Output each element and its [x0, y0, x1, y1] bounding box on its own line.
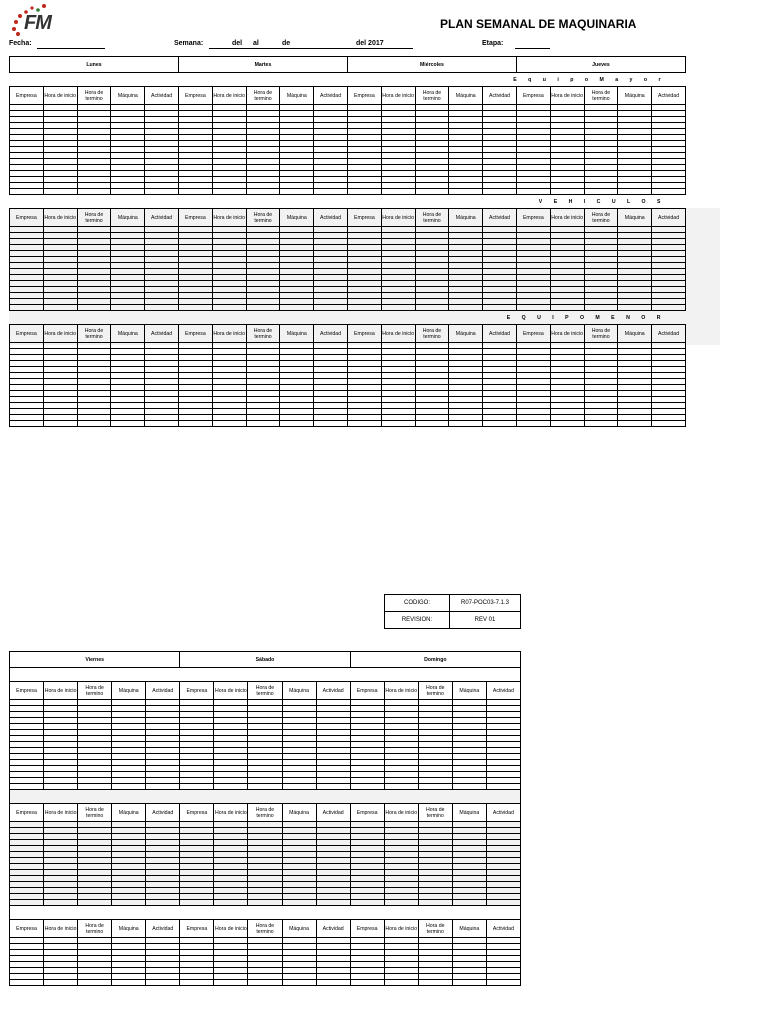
table-cell[interactable]	[384, 980, 418, 986]
section-row	[10, 195, 686, 209]
column-header: Empresa	[350, 804, 384, 822]
table-row	[10, 980, 521, 986]
table-cell[interactable]	[452, 980, 486, 986]
column-header: Empresa	[180, 804, 214, 822]
etapa-label: Etapa:	[482, 40, 504, 47]
table-cell[interactable]	[112, 980, 146, 986]
column-header: Máquina	[452, 804, 486, 822]
section-title: V E H I C U L O S	[10, 195, 686, 209]
column-header: Hora de termino	[584, 209, 618, 227]
de-label: de	[282, 40, 291, 47]
fecha-field[interactable]	[37, 48, 105, 49]
table-cell[interactable]	[350, 980, 384, 986]
weekly-table-bottom	[9, 651, 521, 986]
revision-value: REV 01	[450, 612, 521, 629]
column-header: Máquina	[280, 325, 314, 343]
column-header: Empresa	[10, 804, 44, 822]
table-cell[interactable]	[146, 980, 180, 986]
table-cell[interactable]	[316, 980, 350, 986]
column-header: Hora de termino	[248, 682, 282, 700]
section-spacer	[10, 906, 521, 920]
column-header: Actividad	[316, 804, 350, 822]
column-header: Hora de inicio	[384, 804, 418, 822]
column-header: Hora de inicio	[214, 920, 248, 938]
column-header: Máquina	[282, 682, 316, 700]
table-cell[interactable]	[78, 980, 112, 986]
column-header: Empresa	[10, 209, 44, 227]
column-header: Hora de termino	[246, 87, 280, 105]
del-label: del	[232, 40, 243, 47]
column-header: Hora de inicio	[384, 682, 418, 700]
column-header: Actividad	[314, 325, 348, 343]
table-cell[interactable]	[550, 421, 584, 427]
table-cell[interactable]	[248, 980, 282, 986]
column-header: Hora de termino	[415, 325, 449, 343]
column-header: Actividad	[652, 325, 686, 343]
column-header: Empresa	[178, 209, 212, 227]
column-header: Hora de inicio	[550, 209, 584, 227]
column-header-row	[10, 804, 521, 822]
column-header: Actividad	[146, 682, 180, 700]
column-header: Actividad	[316, 920, 350, 938]
column-header: Hora de termino	[415, 209, 449, 227]
table-cell[interactable]	[10, 421, 44, 427]
column-header: Hora de termino	[584, 87, 618, 105]
table-cell[interactable]	[381, 421, 415, 427]
column-header: Hora de termino	[77, 325, 111, 343]
table-cell[interactable]	[77, 421, 111, 427]
semana-field[interactable]	[209, 48, 413, 49]
section-title: E q u i p o M a y o r	[10, 73, 686, 87]
column-header: Empresa	[350, 920, 384, 938]
column-header: Máquina	[111, 87, 145, 105]
code-box	[384, 594, 521, 629]
etapa-field[interactable]	[515, 48, 550, 49]
column-header: Empresa	[347, 87, 381, 105]
year-label: del 2017	[356, 40, 384, 47]
column-header: Empresa	[516, 325, 550, 343]
column-header: Máquina	[449, 325, 483, 343]
column-header: Hora de termino	[248, 920, 282, 938]
column-header: Hora de termino	[77, 209, 111, 227]
column-header: Hora de termino	[415, 87, 449, 105]
table-cell[interactable]	[584, 421, 618, 427]
al-label: al	[253, 40, 259, 47]
column-header: Actividad	[145, 209, 179, 227]
section-row	[10, 311, 686, 325]
column-header: Hora de inicio	[43, 325, 77, 343]
column-header: Hora de inicio	[381, 209, 415, 227]
column-header: Actividad	[146, 804, 180, 822]
column-header-row	[10, 209, 686, 227]
column-header: Máquina	[452, 682, 486, 700]
section-row	[10, 73, 686, 87]
table-cell[interactable]	[111, 421, 145, 427]
column-header: Hora de termino	[78, 920, 112, 938]
day-header: Domingo	[350, 652, 520, 668]
column-header: Hora de inicio	[381, 87, 415, 105]
table-cell[interactable]	[516, 421, 550, 427]
table-cell[interactable]	[214, 980, 248, 986]
column-header: Empresa	[10, 682, 44, 700]
column-header: Máquina	[282, 804, 316, 822]
column-header: Hora de termino	[418, 920, 452, 938]
column-header: Máquina	[449, 209, 483, 227]
column-header: Actividad	[483, 209, 517, 227]
table-cell[interactable]	[282, 980, 316, 986]
weekly-table-top	[9, 56, 686, 427]
day-header: Viernes	[10, 652, 180, 668]
column-header: Actividad	[486, 804, 520, 822]
column-header: Máquina	[618, 209, 652, 227]
day-header: Lunes	[10, 57, 179, 73]
column-header: Hora de termino	[78, 804, 112, 822]
column-header: Hora de termino	[78, 682, 112, 700]
day-header: Sábado	[180, 652, 350, 668]
column-header: Hora de termino	[248, 804, 282, 822]
section-row	[10, 790, 521, 804]
codigo-label: CODIGO:	[385, 595, 450, 612]
table-cell[interactable]	[44, 980, 78, 986]
column-header: Actividad	[483, 87, 517, 105]
codigo-value: R07-POC03-7.1.3	[450, 595, 521, 612]
column-header: Máquina	[618, 325, 652, 343]
table-cell[interactable]	[212, 421, 246, 427]
column-header: Actividad	[652, 87, 686, 105]
column-header: Máquina	[280, 209, 314, 227]
column-header: Hora de inicio	[43, 87, 77, 105]
column-header: Hora de inicio	[550, 325, 584, 343]
column-header: Actividad	[486, 682, 520, 700]
column-header: Actividad	[314, 209, 348, 227]
column-header: Máquina	[618, 87, 652, 105]
logo-text: FM	[24, 12, 51, 34]
column-header: Empresa	[10, 87, 44, 105]
day-header: Miércoles	[347, 57, 516, 73]
column-header: Máquina	[112, 804, 146, 822]
table-cell[interactable]	[180, 980, 214, 986]
column-header: Hora de inicio	[214, 804, 248, 822]
day-header-row	[10, 652, 521, 668]
column-header: Actividad	[483, 325, 517, 343]
column-header: Hora de termino	[418, 804, 452, 822]
column-header: Hora de inicio	[214, 682, 248, 700]
table-cell[interactable]	[280, 421, 314, 427]
column-header-row	[10, 325, 686, 343]
column-header: Actividad	[146, 920, 180, 938]
table-cell[interactable]	[418, 980, 452, 986]
column-header: Hora de inicio	[384, 920, 418, 938]
table-cell[interactable]	[449, 421, 483, 427]
column-header: Empresa	[180, 682, 214, 700]
revision-label: REVISION:	[385, 612, 450, 629]
table-cell[interactable]	[415, 421, 449, 427]
table-cell[interactable]	[10, 980, 44, 986]
table-cell[interactable]	[347, 421, 381, 427]
column-header: Actividad	[486, 920, 520, 938]
column-header: Máquina	[111, 209, 145, 227]
column-header: Hora de inicio	[44, 804, 78, 822]
column-header: Máquina	[280, 87, 314, 105]
column-header: Empresa	[178, 325, 212, 343]
column-header: Empresa	[347, 325, 381, 343]
section-row	[10, 668, 521, 682]
day-header: Jueves	[516, 57, 685, 73]
section-spacer	[10, 790, 521, 804]
table-cell[interactable]	[652, 421, 686, 427]
column-header: Máquina	[452, 920, 486, 938]
column-header: Actividad	[145, 87, 179, 105]
column-header-row	[10, 920, 521, 938]
column-header: Empresa	[10, 325, 44, 343]
table-row	[10, 421, 686, 427]
column-header: Hora de inicio	[44, 682, 78, 700]
column-header: Hora de inicio	[44, 920, 78, 938]
column-header: Empresa	[10, 920, 44, 938]
column-header: Hora de inicio	[212, 209, 246, 227]
table-cell[interactable]	[314, 421, 348, 427]
table-cell[interactable]	[483, 421, 517, 427]
column-header: Empresa	[516, 209, 550, 227]
table-cell[interactable]	[486, 980, 520, 986]
column-header: Actividad	[652, 209, 686, 227]
column-header: Hora de termino	[77, 87, 111, 105]
table-cell[interactable]	[43, 421, 77, 427]
column-header: Hora de termino	[418, 682, 452, 700]
column-header: Actividad	[145, 325, 179, 343]
column-header: Hora de inicio	[212, 325, 246, 343]
column-header: Máquina	[282, 920, 316, 938]
column-header: Empresa	[350, 682, 384, 700]
column-header-row	[10, 87, 686, 105]
table-cell[interactable]	[145, 421, 179, 427]
day-header: Martes	[178, 57, 347, 73]
fecha-label: Fecha:	[9, 40, 32, 47]
column-header: Empresa	[180, 920, 214, 938]
page-title: PLAN SEMANAL DE MAQUINARIA	[440, 17, 637, 31]
day-header-row	[10, 57, 686, 73]
column-header: Hora de termino	[246, 209, 280, 227]
column-header: Hora de inicio	[212, 87, 246, 105]
table-cell[interactable]	[178, 421, 212, 427]
column-header: Actividad	[316, 682, 350, 700]
column-header: Empresa	[178, 87, 212, 105]
column-header: Hora de termino	[584, 325, 618, 343]
column-header: Hora de inicio	[43, 209, 77, 227]
table-cell[interactable]	[618, 421, 652, 427]
column-header: Máquina	[112, 682, 146, 700]
column-header: Actividad	[314, 87, 348, 105]
column-header: Máquina	[449, 87, 483, 105]
column-header: Hora de inicio	[550, 87, 584, 105]
column-header: Máquina	[112, 920, 146, 938]
column-header-row	[10, 682, 521, 700]
section-row	[10, 906, 521, 920]
column-header: Empresa	[516, 87, 550, 105]
table-cell[interactable]	[246, 421, 280, 427]
section-title: E Q U I P O M E N O R	[10, 311, 686, 325]
column-header: Hora de termino	[246, 325, 280, 343]
section-spacer	[10, 668, 521, 682]
semana-label: Semana:	[174, 40, 204, 47]
column-header: Empresa	[347, 209, 381, 227]
column-header: Máquina	[111, 325, 145, 343]
column-header: Hora de inicio	[381, 325, 415, 343]
